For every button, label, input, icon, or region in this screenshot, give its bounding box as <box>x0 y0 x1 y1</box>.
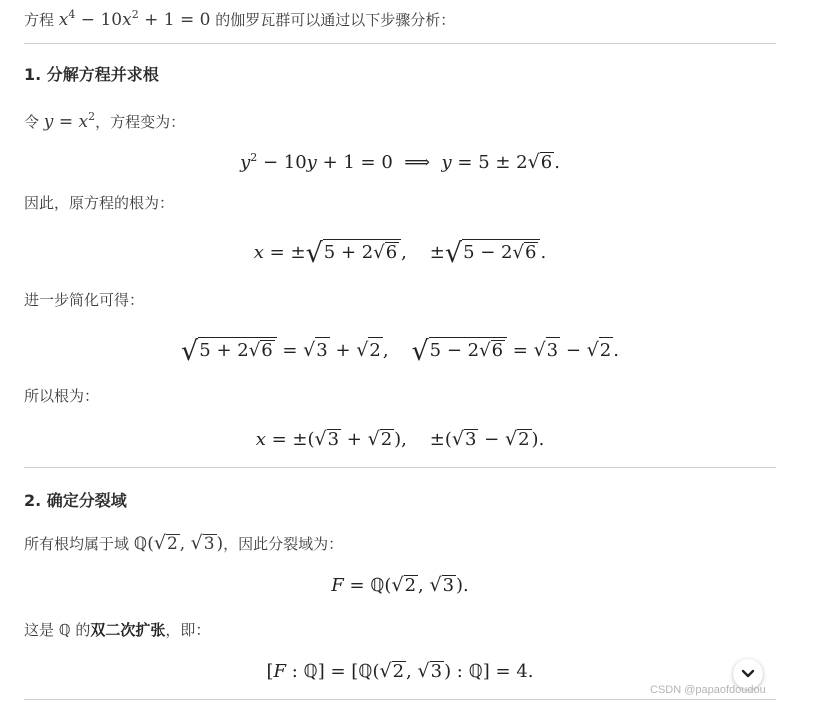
intro-equation: $x^4 - 10x^2 + 1 = 0$ <box>58 8 211 30</box>
biquadratic-extension-term: 双二次扩张 <box>90 621 166 639</box>
roots-field-line: 所有根均属于域 ℚ(√2 , √3 )，因此分裂域为： <box>24 532 344 554</box>
rationals-symbol: ℚ <box>58 621 71 639</box>
watermark: CSDN @papaofdoudou <box>650 684 766 696</box>
splitting-field-equation: F = ℚ(√2 , √3 ). <box>331 574 469 596</box>
extension-line: 这是 ℚ 的双二次扩张，即： <box>24 621 211 639</box>
final-roots-equation: x = ±(√3 + √2 ), ±(√3 − √2 ). <box>255 428 545 450</box>
divider <box>24 467 776 468</box>
substitution-formula: $y = x^2$ <box>43 110 96 132</box>
so-label: 所以根为： <box>24 387 100 405</box>
substitution-line: 令 $y = x^2$，方程变为： <box>24 110 186 132</box>
divider <box>24 699 776 700</box>
simplify-label: 进一步简化可得： <box>24 291 145 309</box>
degree-equation: [F : ℚ] = [ℚ(√2 , √3 ) : ℚ] = 4. <box>266 660 534 682</box>
section-heading: 1. 分解方程并求根 <box>24 65 159 84</box>
field-expression: ℚ(√2 , √3 ) <box>133 532 224 554</box>
roots-equation: x = ±√5 + 2√6 , ±√5 − 2√6 . <box>253 238 547 269</box>
quadratic-equation: $y^2 - 10y + 1 = 0$ ⟹ y = 5 ± 2√6 . <box>240 151 560 173</box>
chevron-down-icon <box>741 669 755 679</box>
divider <box>24 43 776 44</box>
intro-line <box>24 4 455 31</box>
intro-text-before: 方程 <box>24 11 55 29</box>
roots-label: 因此，原方程的根为： <box>24 194 175 212</box>
simplified-equation: √5 + 2√6 = √3 + √2 , √5 − 2√6 = √3 − √2 . <box>181 336 619 367</box>
intro-text-after: 的伽罗瓦群可以通过以下步骤分析： <box>215 11 456 29</box>
section-heading: 2. 确定分裂域 <box>24 491 127 510</box>
